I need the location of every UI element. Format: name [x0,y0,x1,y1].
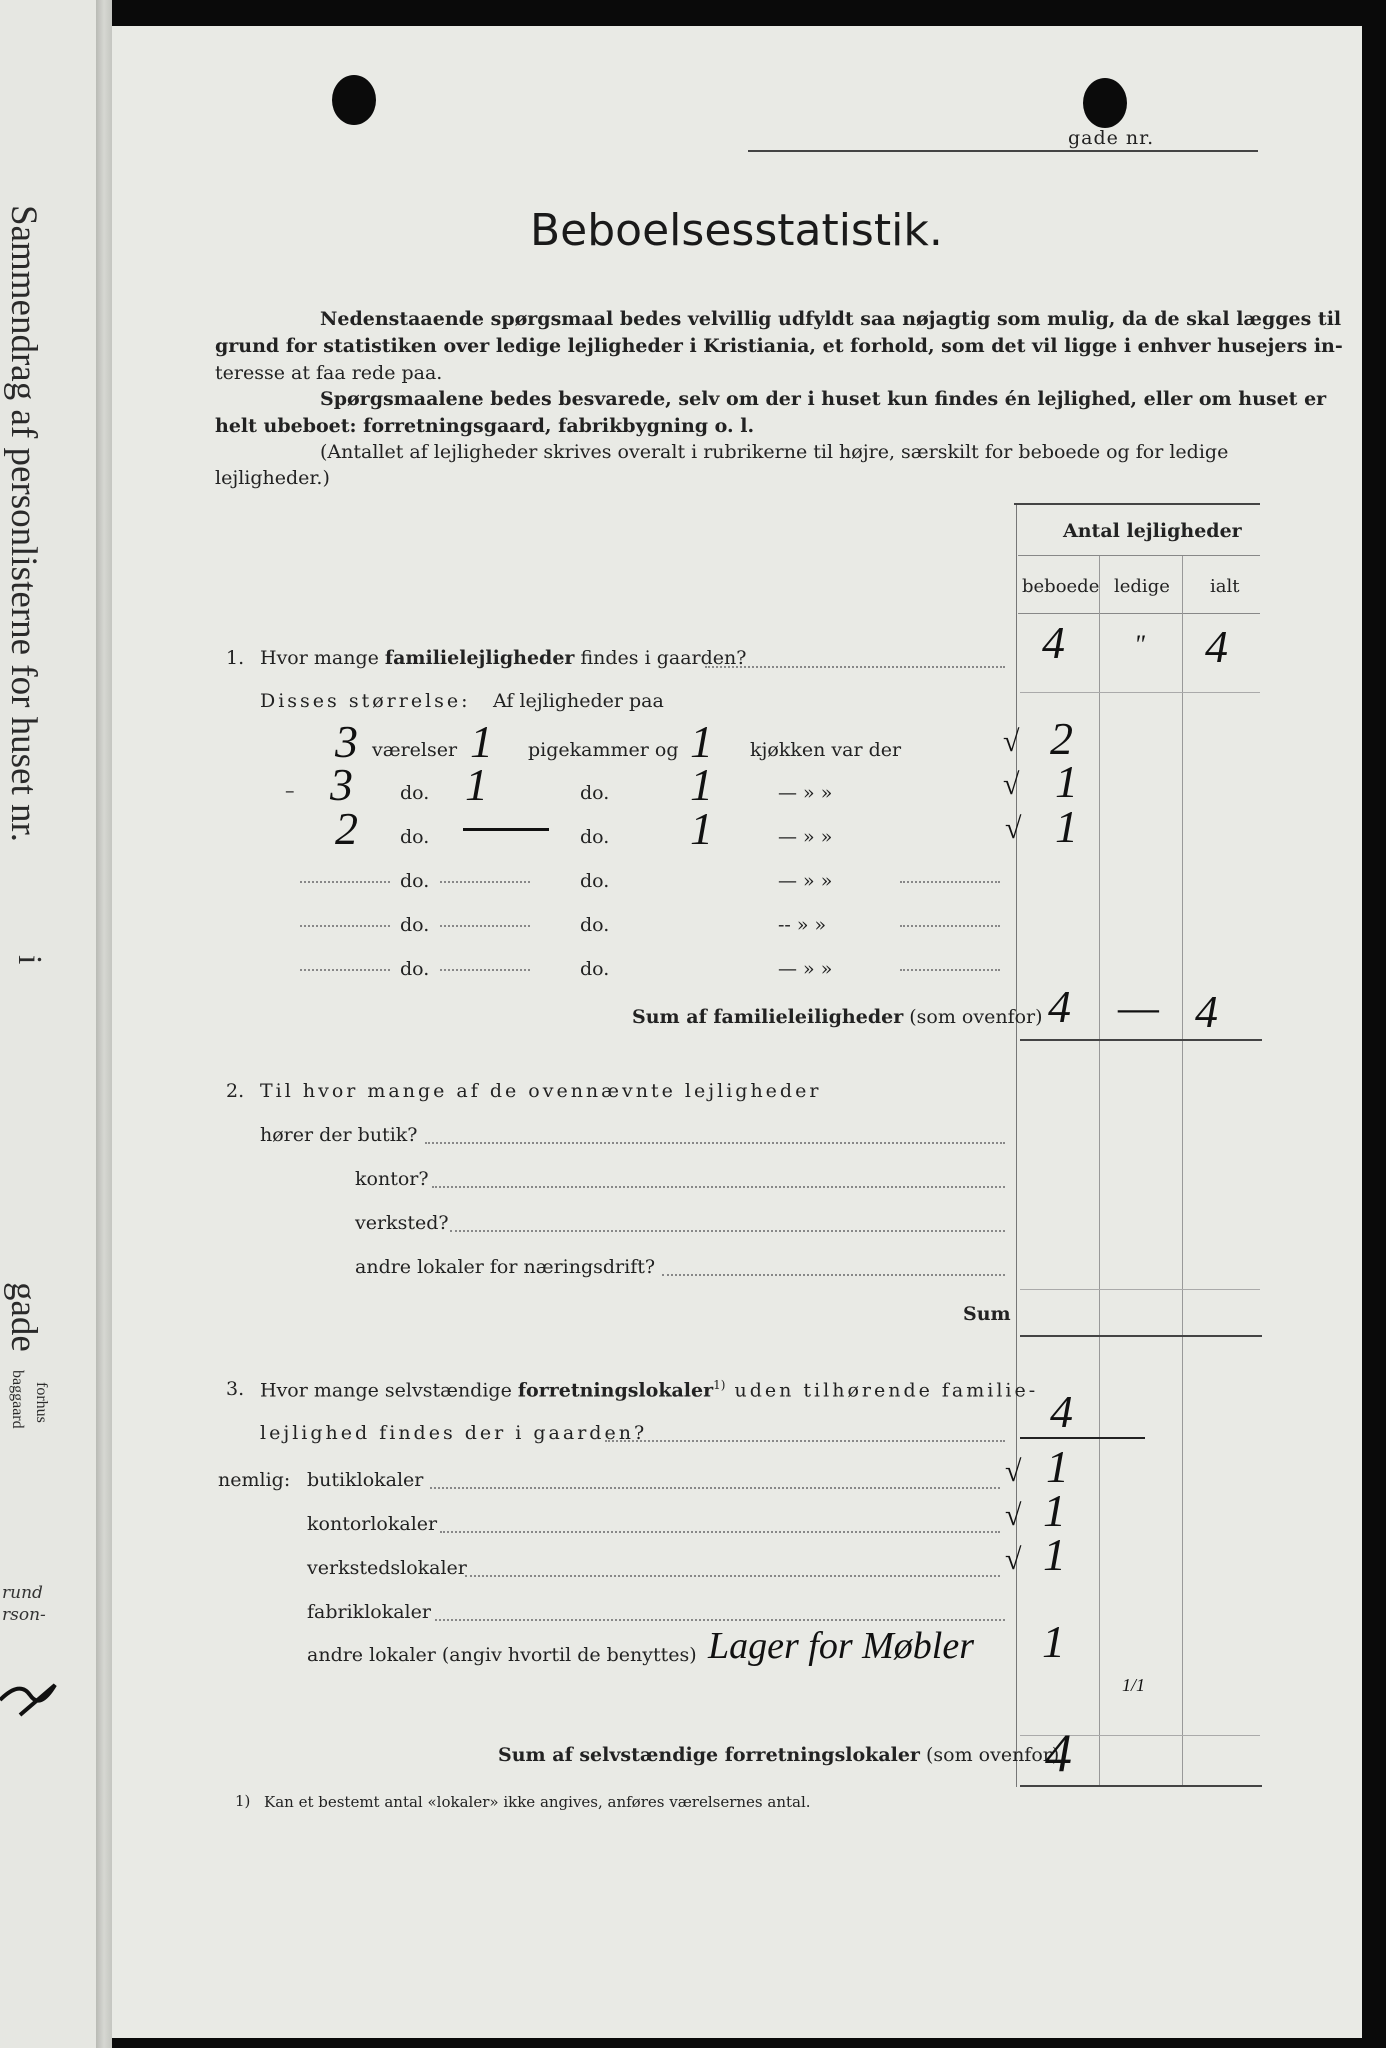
q3-item-butik-dots [430,1487,1000,1489]
q1-row-2-pige-count: 1 [465,759,488,810]
row-6-end-dots [900,969,1000,971]
q1-row-3-pige: do. [580,826,610,848]
q1-leader-dots [705,666,1005,668]
header-rule [1018,555,1260,556]
q1-row-1-tick: √ [1003,725,1020,758]
q3-item-butik-label: butiklokaler [307,1469,424,1491]
q2-butik: hører der butik? [260,1124,418,1146]
left-handwriting-mark [0,1660,60,1720]
q3-item-kontor-value: 1 [1043,1485,1066,1536]
intro-line-2: grund for statistiken over ledige lejligheder i Kristiania, et forhold, som det vil ligge i enhver husejers in- [215,335,1343,357]
q3-sum-note: (som ovenfor) [926,1744,1060,1766]
q1-row-4-vaerelser: do. [400,870,430,892]
q1-sizes-sub: Af lejligheder paa [493,690,664,712]
q1-row-1-kjokken: kjøkken var der [750,739,902,761]
q3-handwritten-use: Lager for Møbler [708,1625,974,1667]
q1-row-3-vaerelser: do. [400,826,430,848]
q1-sum-rule [1020,1039,1262,1041]
q2-butik-dots [425,1142,1005,1144]
table-title: Antal lejligheder [1063,520,1242,542]
col-rule-2 [1182,556,1183,1787]
q1-row-3-kjokken: — » » [778,826,833,848]
row-4-rooms-dots [300,881,390,883]
gade-nr-label: gade nr. [1068,127,1155,149]
q2-kontor-dots [432,1186,1005,1188]
q1-sizes-label: Disses størrelse: [260,690,471,712]
q3-item-fabrik-dots [435,1619,1005,1621]
table-top-rule [1014,503,1260,505]
q1-sum-label [632,1006,1043,1028]
q3-item-verksted-tick: √ [1005,1543,1022,1576]
q1-answer-beboede: 4 [1042,617,1065,668]
row-5-end-dots [900,925,1000,927]
q3-text-b: uden tilhørende familie- [725,1379,1039,1402]
q1-row-1-kjokken-count: 1 [690,716,713,767]
q1-row-2-kjokken-count: 1 [690,759,713,810]
page-title: Beboelsesstatistik. [530,205,943,256]
intro-line-1: Nedenstaaende spørgsmaal bedes velvillig udfyldt saa nøjagtig som mulig, da de skal lægges til [320,308,1342,330]
q2-kontor: kontor? [355,1168,429,1190]
left-person: rson- [2,1605,46,1625]
left-page-strip [0,0,105,2048]
q1-row-1-pige-count: 1 [470,716,493,767]
col-header-beboede: beboede [1022,576,1100,597]
q3-item-kontor-dots [440,1531,1000,1533]
q2-verksted: verksted? [355,1212,449,1234]
q1-row-4-pige: do. [580,870,610,892]
q1-row-6-pige: do. [580,958,610,980]
q2-sum-top-rule [1020,1289,1260,1290]
q1-answer-rule [1020,692,1260,693]
q3-answer-underline [1020,1437,1145,1439]
q3-question [260,1378,1038,1401]
q1-row-1-rooms: 3 [335,716,358,767]
q3-item-kontor-tick: √ [1005,1499,1022,1532]
q1-sum-note: (som ovenfor) [909,1006,1043,1028]
q1-answer-ialt: 4 [1205,621,1228,672]
row-6-rooms-dots [300,969,390,971]
col-header-ialt: ialt [1210,576,1240,597]
q3-line2: lejlighed findes der i gaarden? [260,1422,648,1444]
vertical-title: Sammendrag af personlisterne for huset nr. [3,205,44,843]
q3-sum-value: 4 [1045,1723,1072,1783]
q1-row-3-rooms: 2 [335,803,358,854]
q3-item-verksted-dots [465,1575,1000,1577]
q3-item-butik-value: 1 [1046,1441,1069,1492]
q3-line2-dots [605,1440,1005,1442]
intro-line-3: teresse at faa rede paa. [215,362,443,384]
q1-row-6-kjokken: — » » [778,958,833,980]
vertical-mark: i [11,955,48,965]
q3-margin-note: 1/1 [1122,1675,1146,1695]
q1-row-5-vaerelser: do. [400,914,430,936]
q3-number: 3. [226,1378,245,1400]
q2-andre: andre lokaler for næringsdrift? [355,1256,656,1278]
q3-sum-rule [1020,1785,1262,1787]
intro-line-4: Spørgsmaalene bedes besvarede, selv om der i huset kun findes én lejlighed, eller om huset er [320,388,1327,410]
q1-row-3-tick: √ [1005,812,1022,845]
q1-number: 1. [226,647,245,669]
vertical-baggaard: baggaard [9,1370,26,1429]
q2-sum-label: Sum [963,1303,1011,1325]
q3-item-andre-value: 1 [1042,1616,1065,1667]
q1-text-a: Hvor mange [260,647,385,669]
q3-item-kontor-label: kontorlokaler [307,1513,438,1535]
q1-row-3-pige-dash [463,828,549,831]
q3-text-bold: forretningslokaler [517,1379,714,1402]
q1-row-4-kjokken: — » » [778,870,833,892]
row-4-end-dots [900,881,1000,883]
intro-line-7: lejligheder.) [215,467,330,489]
q1-row-2-pige: do. [580,782,610,804]
punch-hole-left [332,75,376,125]
row-4-pige-dots [440,881,530,883]
q1-sum-beboede: 4 [1048,981,1071,1032]
q3-item-fabrik-label: fabriklokaler [307,1601,431,1623]
vertical-forhus: forhus [33,1382,50,1423]
q1-answer-ledige: " [1134,630,1145,659]
q1-row-2-rooms: 3 [330,759,353,810]
q1-row-3-kjokken-count: 1 [690,803,713,854]
col-header-ledige: ledige [1114,576,1170,597]
q1-row-2-vaerelser: do. [400,782,430,804]
q3-item-butik-tick: √ [1005,1455,1022,1488]
q2-verksted-dots [450,1230,1005,1232]
gade-nr-line [748,150,1258,152]
q2-question: Til hvor mange af de ovennævnte lejligheder [260,1080,822,1102]
table-left-rule [1016,505,1017,1787]
q2-sum-rule [1020,1335,1262,1337]
q1-row-6-vaerelser: do. [400,958,430,980]
row-5-rooms-dots [300,925,390,927]
q3-item-verksted-label: verkstedslokaler [307,1557,467,1579]
q1-row-1-vaerelser: værelser [372,739,458,761]
q1-text-bold: familielejligheder [384,647,575,669]
q1-text-b: findes i gaarden? [574,647,747,669]
q3-item-andre-label: andre lokaler (angiv hvortil de benyttes) [307,1644,697,1666]
q1-row-2-tick: √ [1003,768,1020,801]
left-grund: rund [2,1583,43,1603]
q2-andre-dots [662,1274,1005,1276]
q1-row-1-pige: pigekammer og [528,739,679,761]
footnote-text: Kan et bestemt antal «lokaler» ikke angives, anføres værelsernes antal. [264,1793,811,1811]
q1-row-5-pige: do. [580,914,610,936]
footnote-mark: 1) [235,1792,251,1810]
q3-text-sup: 1) [713,1378,726,1392]
q1-sum-ledige: — [1118,981,1159,1032]
row-5-pige-dots [440,925,530,927]
q1-row-3-count: 1 [1055,801,1078,852]
q1-row-1-count: 2 [1050,713,1073,764]
q3-text-a: Hvor mange selvstændige [260,1379,518,1402]
intro-line-5: helt ubeboet: forretningsgaard, fabrikbygning o. l. [215,415,755,437]
intro-line-6: (Antallet af lejligheder skrives overalt i rubrikerne til højre, særskilt for beboede og for ledige [320,441,1229,463]
q2-number: 2. [226,1080,245,1102]
q1-row-2-kjokken: — » » [778,782,833,804]
q1-row-2-dash: – [285,780,295,802]
punch-hole-right [1083,78,1127,128]
q1-row-5-kjokken: -- » » [778,914,827,936]
q1-sum-ialt: 4 [1195,986,1218,1037]
vertical-gade: gade [3,1282,44,1352]
q1-question [260,647,746,669]
page-fold [96,0,112,2048]
q3-sum-bold: Sum af selvstændige forretningslokaler [498,1744,920,1766]
q1-sum-bold: Sum af familieleiligheder [632,1006,904,1028]
q3-item-verksted-value: 1 [1043,1529,1066,1580]
q3-nemlig: nemlig: [218,1469,291,1491]
col-rule-1 [1099,556,1100,1787]
q3-sum-label [498,1744,1059,1766]
q1-row-2-count: 1 [1055,756,1078,807]
header-bottom-rule [1018,613,1260,614]
q3-answer: 4 [1050,1386,1073,1437]
row-6-pige-dots [440,969,530,971]
